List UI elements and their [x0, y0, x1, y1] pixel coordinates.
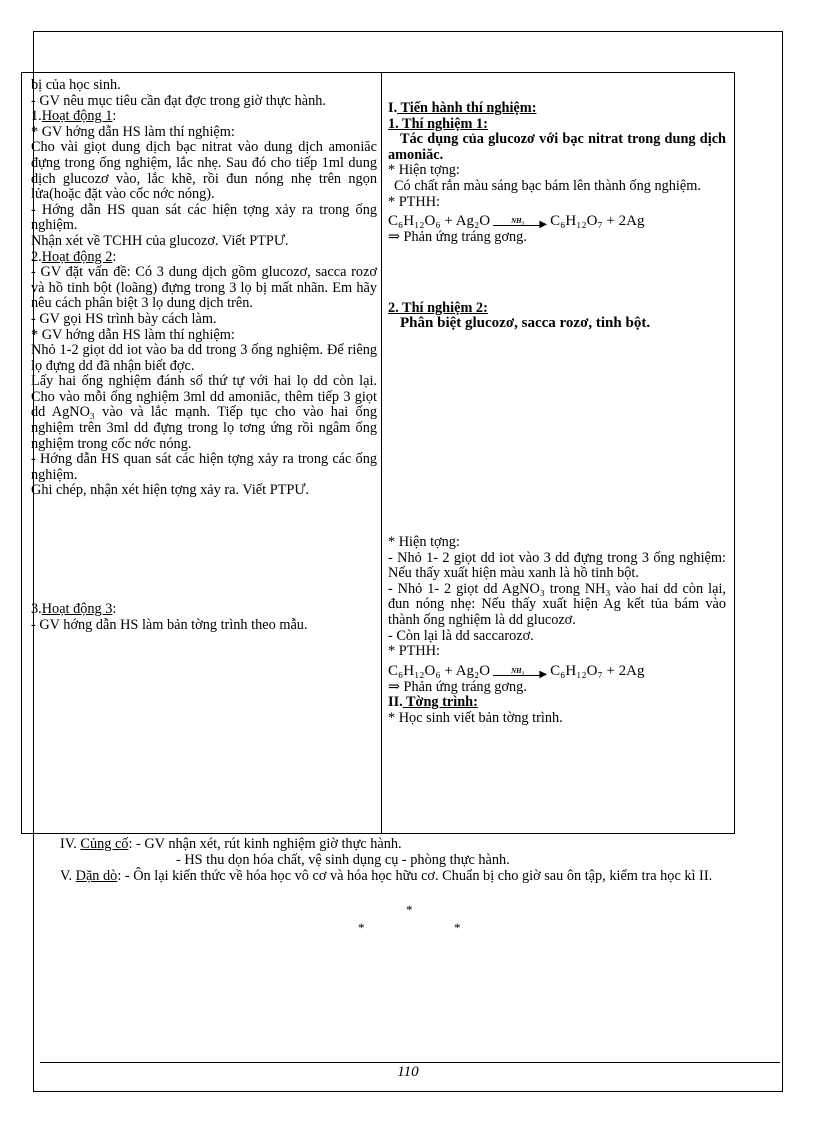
- left-line-11: - Hớng dẫn HS quan sát các hiện tợng xảy ra trong các ống nghiệm.: [31, 451, 377, 483]
- experiment-2-heading: 2. Thí nghiệm 2:: [388, 299, 488, 316]
- section-1-number: I.: [388, 100, 398, 116]
- activity-1-heading: [31, 109, 377, 125]
- page-number: 110: [397, 1064, 419, 1080]
- section-2-title: Tờng trình:: [402, 694, 478, 711]
- phenomenon-1-text: Có chất rắn màu sáng bạc bám lên thành ống nghiệm.: [394, 177, 701, 194]
- left-line-7: - GV gọi HS trình bày cách làm.: [31, 310, 217, 327]
- homework-number: V.: [60, 868, 76, 884]
- star-left: *: [358, 920, 365, 935]
- homework-line: [60, 868, 760, 884]
- equation-1-label: * PTHH:: [388, 193, 441, 210]
- activity-3-heading: [31, 602, 377, 618]
- phenomenon-1-label: * Hiện tợng:: [388, 162, 460, 179]
- student-content-column: [388, 78, 726, 726]
- section-2-text: * Học sinh viết bản tờng trình.: [388, 709, 563, 726]
- left-line-8: * GV hớng dẫn HS làm thí nghiệm:: [31, 326, 235, 343]
- equation-2-condition: NH₃: [511, 666, 525, 675]
- activity-2-heading: [31, 250, 377, 266]
- equation-1-products: C₆H₁₂O₇ + 2Ag: [550, 213, 645, 230]
- equation-2-products: C₆H₁₂O₇ + 2Ag: [550, 662, 645, 679]
- section-2-heading: [388, 695, 726, 711]
- phenomenon-2-iodine: - Nhỏ 1- 2 giọt dd iot vào 3 dd đựng trong 3 ống nghiệm: Nếu thấy xuất hiện màu xanh là hồ tinh bột.: [388, 549, 726, 582]
- activity-1-number: 1.: [31, 108, 42, 125]
- equation-2-label: * PTHH:: [388, 643, 441, 660]
- left-line-4: - Hớng dẫn HS quan sát các hiện tợng xảy ra trong ống nghiệm.: [31, 201, 377, 234]
- activity-3-number: 3.: [31, 601, 42, 618]
- phenomenon-2-silver: - Nhỏ 1- 2 giọt dd AgNO₃ trong NH₃ vào hai dd còn lại, đun nóng nhẹ: Nếu thấy xuất hiện Ag kết tủa bám vào thành ống nghiệm là dd glucozơ.: [388, 580, 726, 628]
- star-right: *: [454, 920, 461, 935]
- equation-1-note: ⇒ Phản ứng tráng gơng.: [388, 229, 527, 246]
- phenomenon-2-rest: - Còn lại là dd saccarozơ.: [388, 627, 534, 644]
- activity-1-colon: :: [112, 108, 117, 125]
- homework-text: : - Ôn lại kiến thức về hóa học vô cơ và hóa học hữu cơ. Chuẩn bị cho giờ sau ôn tập, kiểm tra học kì II.: [117, 868, 713, 884]
- left-line-0: bị của học sinh.: [31, 77, 121, 93]
- activity-2-number: 2.: [31, 248, 42, 265]
- activity-1-title: Hoạt động 1: [41, 108, 113, 125]
- left-line-5: Nhận xét về TCHH của glucozơ. Viết PTPƯ.: [31, 232, 289, 249]
- experiment-1-heading: 1. Thí nghiệm 1:: [388, 115, 488, 132]
- consolidation-text: : - GV nhận xét, rút kinh nghiệm giờ thực hành.: [128, 836, 402, 852]
- equation-1: [388, 212, 726, 230]
- equation-2-reactants: C₆H₁₂O₆ + Ag₂O: [388, 662, 491, 679]
- activity-2-title: Hoạt động 2: [41, 248, 113, 265]
- equation-1-reactants: C₆H₁₂O₆ + Ag₂O: [388, 213, 491, 230]
- phenomenon-2-label: * Hiện tợng:: [388, 533, 460, 550]
- activity-3-colon: :: [112, 601, 117, 618]
- star-top: *: [406, 902, 413, 917]
- consolidation-line-2: - HS thu dọn hóa chất, vệ sinh dụng cụ - phòng thực hành.: [176, 852, 510, 868]
- left-line-9: Nhỏ 1-2 giọt dd iot vào ba dd trong 3 ống nghiệm. Để riêng lọ đựng dd đã nhận biết đợc.: [31, 342, 377, 374]
- section-1-heading: [388, 101, 726, 117]
- left-line-3: Cho vài giọt dung dịch bạc nitrat vào dung dịch amoniăc đựng trong ống nghiệm, lắc nhẹ. Sau đó cho tiếp 1ml dung dịch glucozơ vào, lắc khẽ, rồi đun nóng nhẹ trên ngọn lửa(hoặc đặt vào cốc nớc nóng).: [31, 139, 377, 203]
- experiment-2-title: Phân biệt glucozơ, sacca rozơ, tinh bột.: [400, 315, 651, 332]
- equation-1-condition: NH₃: [511, 217, 525, 226]
- section-1-title: Tiến hành thí nghiệm:: [397, 100, 537, 116]
- consolidation-label: Củng cố: [80, 836, 129, 852]
- activity-2-colon: :: [112, 248, 117, 265]
- left-line-12: Ghi chép, nhận xét hiện tợng xảy ra. Viết PTPƯ.: [31, 482, 310, 499]
- activity-3-title: Hoạt động 3: [41, 601, 113, 618]
- left-line-2: * GV hớng dẫn HS làm thí nghiệm:: [31, 123, 235, 140]
- teacher-activities-column: [31, 78, 377, 633]
- experiment-1-title: Tác dụng của glucozơ với bạc nitrat trong dung dịch amoniăc.: [388, 131, 726, 163]
- section-2-number: II.: [388, 694, 403, 711]
- homework-label: Dặn dò: [75, 868, 118, 884]
- reaction-arrow-icon: NH₃ ▶: [493, 668, 547, 680]
- left-line-10: Lấy hai ống nghiệm đánh số thứ tự với hai lọ dd còn lại. Cho vào mỗi ống nghiệm 3ml dd amoniăc, thêm tiếp 3 giọt dd AgNO₃ vào và lắc mạnh. Tiếp tục cho vào hai ống nghiệm trên 3ml dd đựng trong lọ tơng ứng rồi ngâm ống nghiệm trong cốc nớc nóng.: [31, 373, 377, 452]
- left-line-13: - GV hớng dẫn HS làm bản tờng trình theo mẫu.: [31, 616, 308, 633]
- equation-2: [388, 662, 726, 680]
- reaction-arrow-icon: NH₃ ▶: [493, 218, 547, 230]
- consolidation-number: IV.: [60, 836, 81, 852]
- left-line-1: - GV nêu mục tiêu cần đạt đợc trong giờ thực hành.: [31, 92, 326, 109]
- column-divider: [381, 72, 382, 834]
- lesson-footer: [60, 836, 760, 884]
- equation-2-note: ⇒ Phản ứng tráng gơng.: [388, 678, 527, 695]
- footer-rule: [40, 1062, 780, 1063]
- left-line-6: - GV đặt vấn đề: Có 3 dung dịch gồm glucozơ, sacca rozơ và hồ tinh bột (loãng) đựng trong 3 lọ bị mất nhãn. Em hãy nêu cách phân biệt 3 lọ dung dịch trên.: [31, 264, 377, 312]
- consolidation-line: [60, 836, 760, 852]
